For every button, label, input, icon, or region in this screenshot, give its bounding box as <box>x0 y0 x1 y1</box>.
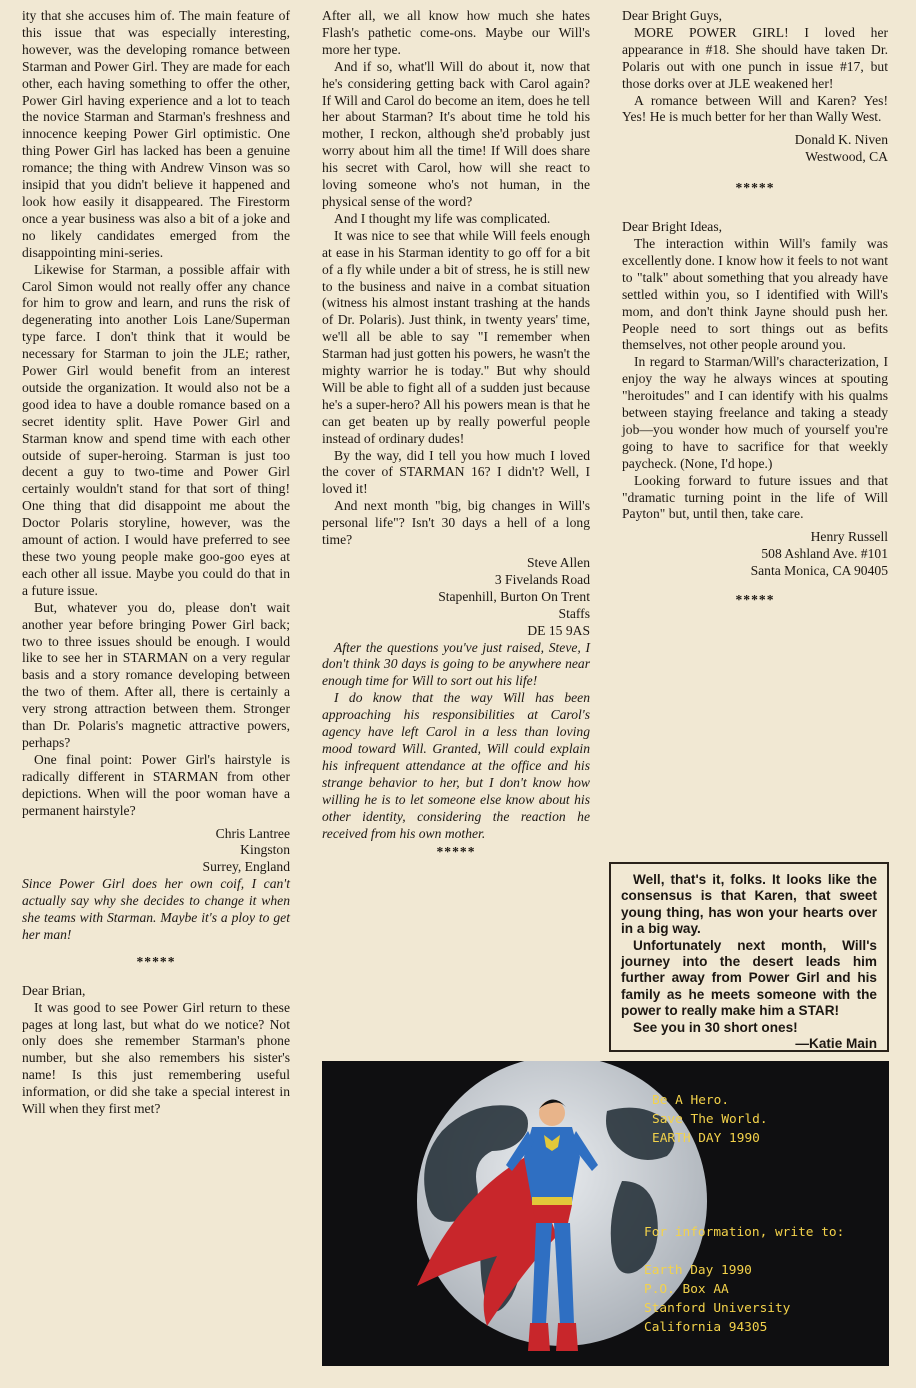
ad-info-text: For information, write to: <box>644 1225 845 1240</box>
letter-salutation: Dear Bright Guys, <box>622 8 723 23</box>
editor-reply: I do know that the way Will has been approaching his responsibilities at Carol's agency have left Carol in a less than loving mood toward Will. Granted, Will could explain his infrequent attendance at the office and his strange behavior to her, but I don't know how willing he is to let someone else know about his other identity, considering the reaction he received from his own mother. <box>322 690 590 841</box>
letter-paragraph: And next month "big, big changes in Will's personal life"? Isn't 30 days a hell of a long time? <box>322 498 590 548</box>
signature-name: Chris Lantree <box>215 825 290 841</box>
letter-paragraph: MORE POWER GIRL! I loved her appearance in #18. She should have taken Dr. Polaris out with one punch in issue #17, but those dorks over at JLE weakened her! <box>622 24 888 91</box>
editor-reply: After the questions you've just raised, Steve, I don't think 30 days is going to be anywhere near enough time for Will to sort out his life! <box>322 639 590 689</box>
section-divider: ***** <box>735 592 775 608</box>
signature-address: Stapenhill, Burton On Trent <box>438 588 590 604</box>
earth-globe-illustration <box>322 1061 889 1366</box>
letter-paragraph: The interaction within Will's family was excellently done. I know how it feels to not want to "talk" about something that you already have settled within you, so I identified with Will's mom, and don't think Jayne should push her. People need to sort things out as befits themselves, not other people around you. <box>622 235 888 353</box>
letter-signature <box>622 529 888 580</box>
signature-name: Henry Russell <box>810 529 888 545</box>
editor-note-paragraph: See you in 30 short ones! <box>633 1019 798 1035</box>
letters-column-3 <box>622 8 888 609</box>
signature-address: DE 15 9AS <box>527 622 590 638</box>
ad-slogan <box>652 1091 768 1148</box>
letter-paragraph: But, whatever you do, please don't wait another year before bringing Power Girl back; two to three issues should be enough. I would like to see her in STARMAN on a very regular basis and a story romance developing between the two of them. After all, there is certainly a very strong attraction between them. Stronger than Dr. Polaris's magnetic attractive powers, perhaps? <box>22 599 290 750</box>
editor-note-box <box>609 862 889 1052</box>
letter-paragraph: Likewise for Starman, a possible affair with Carol Simon would not really offer any chance for him to grow and learn, and runs the risk of degenerating into another Lois Lane/Superman type farce. I don't think that it would be necessary for Starman to join the JLE; rather, Power Girl would benefit from an interest outside the organization. It would also not be a good idea to have a double romance based on a secret identity split. Have Power Girl and Starman know and spend time with each other outside of super-heroing. Starman is just too decent a guy to two-time and Power Girl certainly wouldn't stand for that sort of thing! One thing that did disappoint me about the Doctor Polaris storyline, however, was the amount of action. I would have preferred to see these two young people make goo-goo eyes at each other all issue. Maybe you could do that in a future issue. <box>22 261 290 598</box>
signature-city: Westwood, CA <box>805 149 888 165</box>
letter-paragraph: It was nice to see that while Will feels enough at ease in his Starman identity to go off for a bit of a fly while under a bit of stress, he is still new to the business and naive in a combat situation (witness his almost instant trashing at the hands of Dr. Polaris). Just think, in twenty years' time, we'll all be able to say "I remember when Starman had just gotten his powers, he wasn't the mighty warrior he is today." But why should Will be able to fight all of a sudden just because he's a super-hero? All his powers mean is that he can get beaten up by really powerful people instead of ordinary dudes! <box>322 227 590 446</box>
editor-signature: —Katie Main <box>795 1036 877 1052</box>
ad-address-line: Stanford University <box>644 1301 791 1316</box>
signature-address: Staffs <box>558 605 590 621</box>
letter-paragraph: And if so, what'll Will do about it, now that he's considering getting back with Carol again? If Will and Carol do become an item, does he tell her about Starman? It's about time he told his mother, I reckon, although she'd probably just worry about him all the time! If Will does share his secret with Carol, how will she react to loving someone who's not human, in the physical sense of the word? <box>322 58 590 209</box>
letter-paragraph: By the way, did I tell you how much I loved the cover of STARMAN 16? I didn't? Well, I loved it! <box>322 447 590 497</box>
ad-slogan-line: EARTH DAY 1990 <box>652 1131 760 1146</box>
section-divider: ***** <box>436 844 476 860</box>
letter-paragraph: ity that she accuses him of. The main feature of this issue that was especially interesting, however, was the developing romance between Starman and Power Girl. They are made for each other, each having something to offer the other, Power Girl having experience and a lot to teach the novice Starman and Starman's freshness and innocence keeping Power Girl optimistic. One thing Power Girl has lacked has been a genuine romance; the thing with Andrew Vinson was so insipid that you didn't believe it happened and look how easily it disappeared. The Firestorm once a year business was also a bit of a joke and no likely candidates emerged from the disappointing mini-series. <box>22 8 290 260</box>
letter-paragraph: Looking forward to future issues and that "dramatic turning point in the life of Will Payton" but, until then, take care. <box>622 472 888 522</box>
section-divider: ***** <box>136 953 176 969</box>
signature-region: Surrey, England <box>202 859 290 875</box>
ad-address-line: California 94305 <box>644 1320 768 1335</box>
section-divider: ***** <box>735 180 775 196</box>
ad-slogan-line: Save The World. <box>652 1112 768 1127</box>
letter-paragraph: It was good to see Power Girl return to these pages at long last, but what do we notice? Not only does she remember Starman's phone number, but she also remembers his sister's name! Is this just remembering useful information, or did she take a special interest in Will when they first met? <box>22 999 290 1117</box>
ad-address-line: Earth Day 1990 <box>644 1263 752 1278</box>
letter-signature <box>22 826 290 877</box>
signature-city: Kingston <box>240 842 290 858</box>
editor-note-paragraph: Unfortunately next month, Will's journey into the desert leads him further away from Power Girl and his family as he meets someone with the power to really make him a STAR! <box>621 937 877 1019</box>
signature-name: Donald K. Niven <box>794 132 888 148</box>
editor-reply: Since Power Girl does her own coif, I can't actually say why she decides to change it when she teams with Starman. Maybe it's a ploy to get her man! <box>22 876 290 942</box>
editor-note-paragraph: Well, that's it, folks. It looks like the consensus is that Karen, that sweet young thing, has won your hearts over in a big way. <box>621 872 877 937</box>
letter-signature <box>322 555 590 640</box>
letter-paragraph: In regard to Starman/Will's characterization, I enjoy the way he always winces at spouting "heroitudes" and I can identify with his qualms between staying freelance and taking a steady job—you wonder how much of yourself you're going to have to sacrifice for that weekly paycheck. (None, I'd hope.) <box>622 354 888 471</box>
letter-paragraph: And I thought my life was complicated. <box>334 210 551 226</box>
signature-name: Steve Allen <box>526 555 590 570</box>
ad-address <box>644 1261 790 1337</box>
letter-paragraph: After all, we all know how much she hates Flash's pathetic come-ons. Maybe our Will's more her type. <box>322 8 590 57</box>
letter-paragraph: One final point: Power Girl's hairstyle is radically different in STARMAN from other depictions. When will the poor woman have a permanent hairstyle? <box>22 751 290 818</box>
letter-salutation: Dear Brian, <box>22 982 86 998</box>
ad-slogan-line: Be A Hero. <box>652 1093 730 1108</box>
signature-address: 508 Ashland Ave. #101 <box>761 546 888 562</box>
letters-column-1 <box>22 8 290 1118</box>
letter-paragraph: A romance between Will and Karen? Yes! Yes! He is much better for her than Wally West. <box>622 92 888 125</box>
earth-day-ad <box>322 1061 889 1366</box>
letter-salutation: Dear Bright Ideas, <box>622 219 723 235</box>
ad-address-line: P.O. Box AA <box>644 1282 729 1297</box>
letters-column-2 <box>322 8 590 861</box>
letter-signature <box>622 132 888 166</box>
signature-address: Santa Monica, CA 90405 <box>750 563 888 579</box>
signature-address: 3 Fivelands Road <box>494 571 590 587</box>
